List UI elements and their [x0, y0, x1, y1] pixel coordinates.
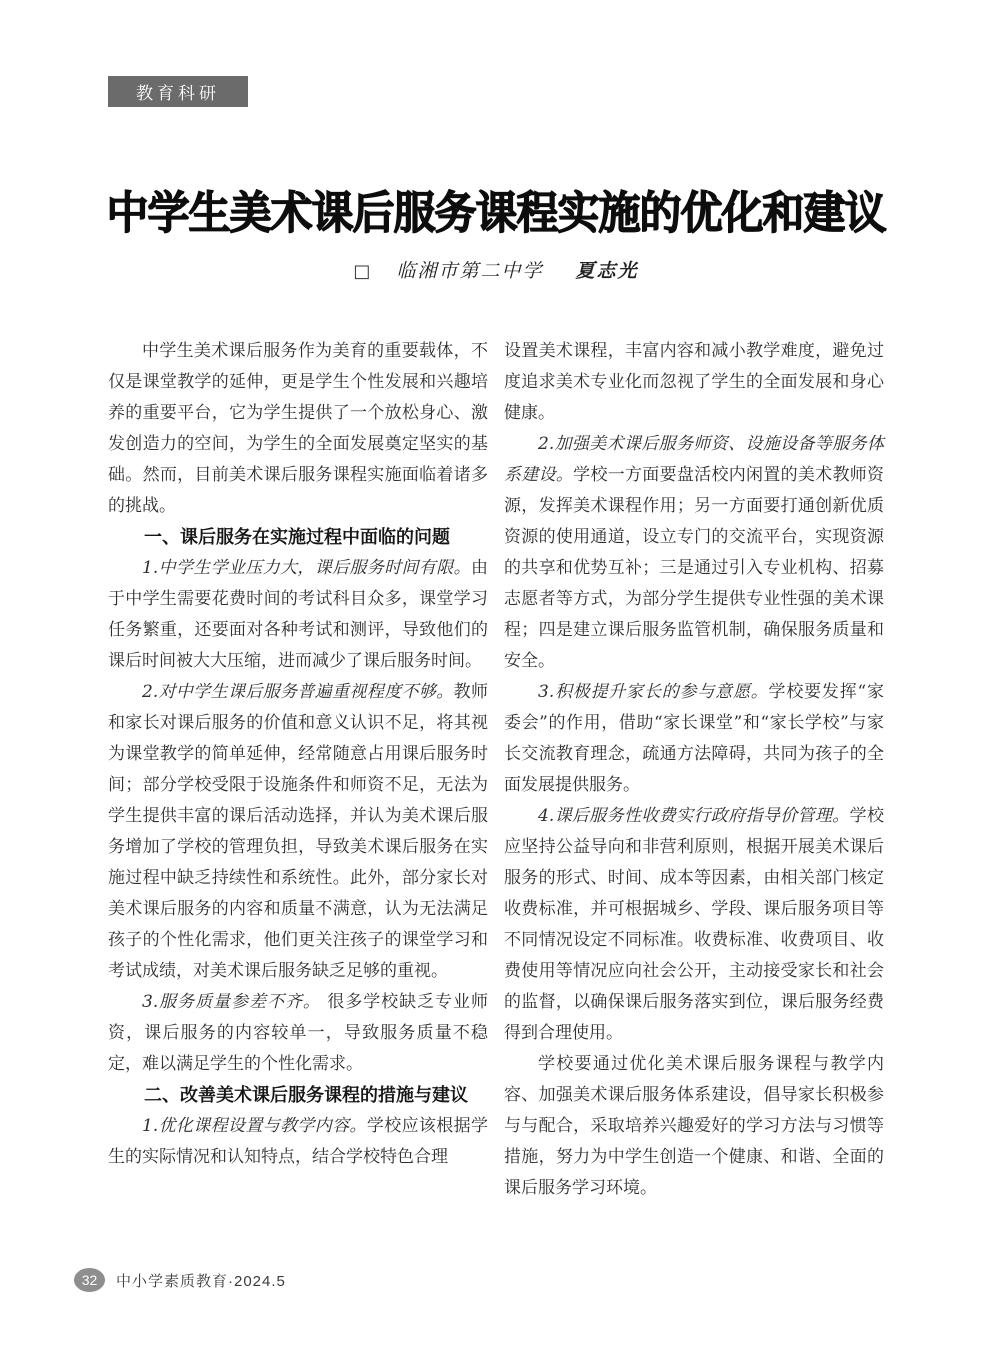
- paragraph-lead: 2.对中学生课后服务普遍重视程度不够。: [142, 682, 454, 702]
- article-title: 中学生美术课后服务课程实施的优化和建议: [106, 187, 886, 238]
- paragraph: 3.积极提升家长的参与意愿。学校要发挥“家委会”的作用，借助“家长课堂”和“家长学校”与家长交流教育理念，疏通方法障碍，共同为孩子的全面发展提供服务。: [504, 682, 884, 795]
- paragraph: 2.加强美术课后服务师资、设施设备等服务体系建设。学校一方面要盘活校内闲置的美术教师资源，发挥美术课程作用；另一方面要打通创新优质资源的使用通道，设立专门的交流平台，实现资源的共享和优势互补；三是通过引入专业机构、招募志愿者等方式，为部分学生提供专业性强的美术课程；四是建立课后服务监管机制，确保服务质量和安全。: [504, 434, 885, 671]
- page-footer: [74, 1268, 286, 1292]
- author-name: 夏志光: [575, 260, 639, 282]
- category-badge-label: 教育科研: [136, 84, 220, 103]
- paragraph-lead: 1.中学生学业压力大，课后服务时间有限。: [142, 558, 471, 578]
- paragraph-lead: 3.积极提升家长的参与意愿。: [538, 682, 769, 702]
- article-body: [108, 336, 884, 1204]
- paragraph: 1.优化课程设置与教学内容。学校应该根据学生的实际情况和认知特点，结合学校特色合理: [108, 1116, 488, 1167]
- author-affiliation: 临湘市第二中学: [396, 260, 544, 282]
- paragraph: 4.课后服务性收费实行政府指导价管理。学校应坚持公益导向和非营利原则，根据开展美术课后服务的形式、时间、成本等因素，由相关部门核定收费标准，并可根据城乡、学段、课后服务项目等不同情况设定不同标准。收费标准、收费项目、收费使用等情况应向社会公开，主动接受家长和社会的监督，以确保课后服务落实到位，课后服务经费得到合理使用。: [504, 806, 884, 1043]
- right-column: [504, 336, 884, 1204]
- left-column: [108, 336, 488, 1204]
- section-heading: 二、改善美术课后服务课程的措施与建议: [144, 1085, 468, 1105]
- page-number-badge: 32: [74, 1268, 105, 1292]
- paragraph: 设置美术课程，丰富内容和减小教学难度，避免过度追求美术专业化而忽视了学生的全面发展和身心健康。: [504, 341, 884, 423]
- paragraph: 2.对中学生课后服务普遍重视程度不够。教师和家长对课后服务的价值和意义认识不足，将其视为课堂教学的简单延伸，经常随意占用课后服务时间；部分学校受限于设施条件和师资不足，无法为学生提供丰富的课后活动选择，并认为美术课后服务增加了学校的管理负担，导致美术课后服务在实施过程中缺乏持续性和系统性。此外，部分家长对美术课后服务的内容和质量不满意，认为无法满足孩子的个性化需求，他们更关注孩子的课堂学习和考试成绩，对美术课后服务缺乏足够的重视。: [108, 682, 488, 981]
- byline-square-icon: □: [353, 261, 371, 282]
- paragraph: 1.中学生学业压力大，课后服务时间有限。由于中学生需要花费时间的考试科目众多，课堂学习任务繁重，还要面对各种考试和测评，导致他们的课后时间被大大压缩，进而减少了课后服务时间。: [108, 558, 488, 671]
- paragraph: 中学生美术课后服务作为美育的重要载体，不仅是课堂教学的延伸，更是学生个性发展和兴趣培养的重要平台，它为学生提供了一个放松身心、激发创造力的空间，为学生的全面发展奠定坚实的基础。然而，目前美术课后服务课程实施面临着诸多的挑战。: [108, 341, 488, 516]
- paragraph-lead: 2.加强美术课后服务师资、设施设备等服务体系建设。: [504, 434, 884, 485]
- section-heading: 一、课后服务在实施过程中面临的问题: [144, 527, 450, 547]
- paragraph: 学校要通过优化美术课后服务课程与教学内容、加强美术课后服务体系建设，倡导家长积极参与与配合，采取培养兴趣爱好的学习方法与习惯等措施，努力为中学生创造一个健康、和谐、全面的课后服务学习环境。: [504, 1054, 884, 1198]
- paragraph-lead: 3.服务质量参差不齐。: [142, 992, 321, 1012]
- paragraph-lead: 1.优化课程设置与教学内容。: [142, 1116, 367, 1136]
- paragraph-lead: 4.课后服务性收费实行政府指导价管理。: [538, 806, 850, 826]
- journal-name: 中小学素质教育·2024.5: [116, 1272, 286, 1290]
- byline: [0, 256, 992, 283]
- category-badge: [108, 76, 248, 107]
- paragraph: 3.服务质量参差不齐。 很多学校缺乏专业师资，课后服务的内容较单一，导致服务质量不稳定，难以满足学生的个性化需求。: [108, 992, 488, 1074]
